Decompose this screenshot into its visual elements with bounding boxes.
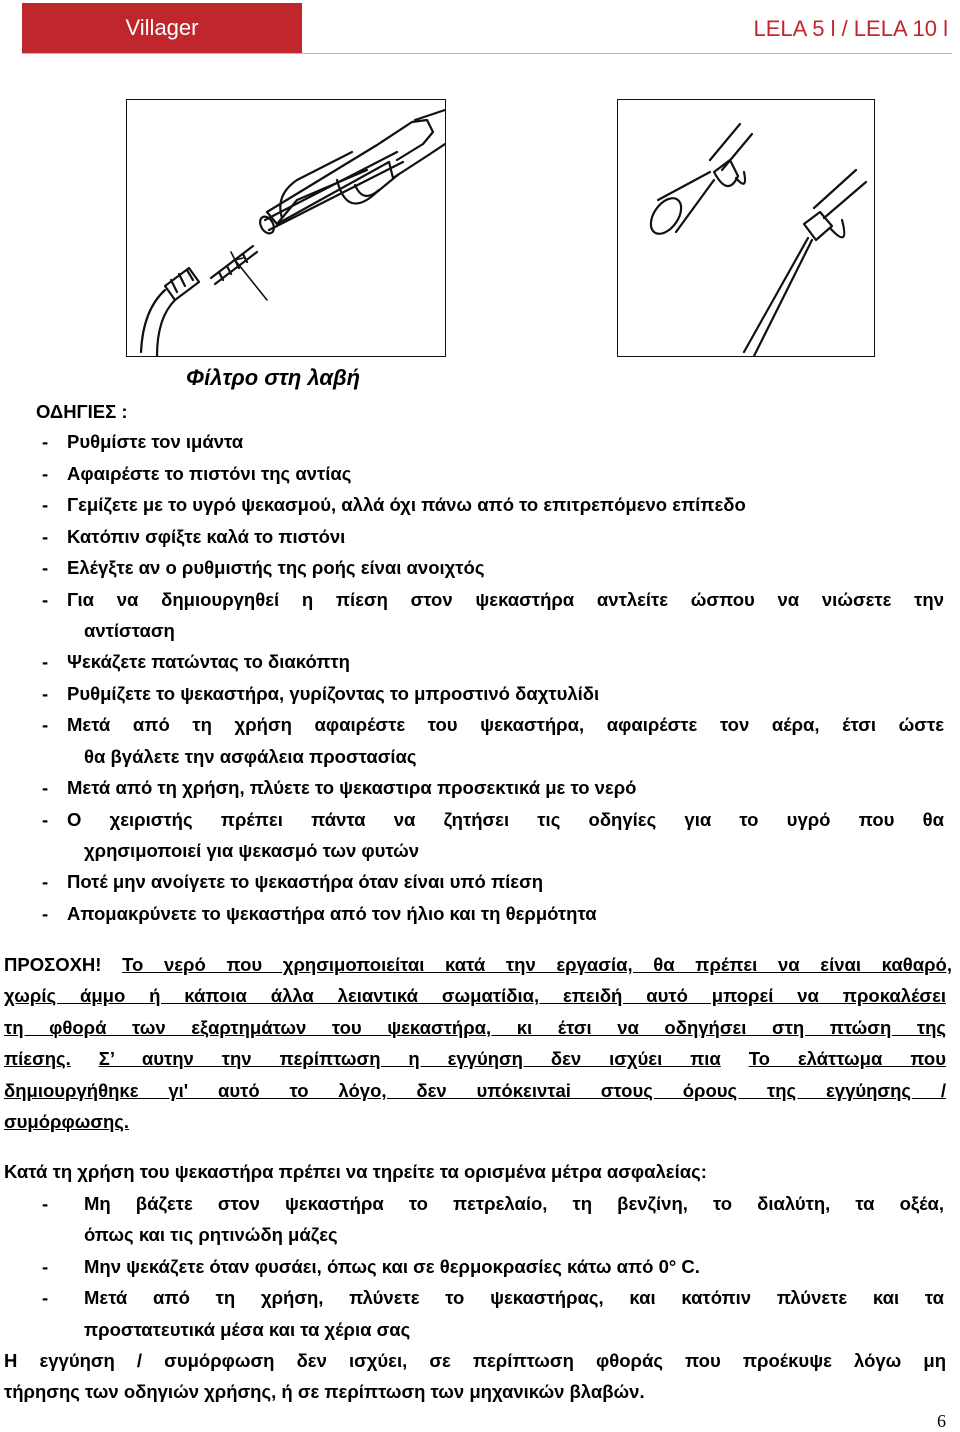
warranty-note-line: Η εγγύηση / συμόρφωση δεν ισχύει, σε περίπτωση φθοράς που προέκυψε λόγω μη bbox=[4, 1350, 946, 1371]
list-bullet: - bbox=[42, 589, 49, 610]
list-item: Μη βάζετε στον ψεκαστήρα το πετρελαίο, τη βενζίνη, το διαλύτη, τα οξέα, bbox=[84, 1193, 944, 1214]
brand-name: Villager bbox=[125, 15, 199, 40]
list-bullet: - bbox=[42, 777, 49, 798]
list-bullet: - bbox=[42, 1193, 49, 1214]
list-item: Μην ψεκάζετε όταν φυσάει, όπως και σε θερμοκρασίες κάτω από 0° C. bbox=[84, 1256, 700, 1277]
list-item: Μετά από τη χρήση αφαιρέστε του ψεκαστήρα, αφαιρέστε τον αέρα, έτσι ώστε bbox=[67, 714, 944, 735]
list-item: Ελέγξτε αν ο ρυθμιστής της ροής είναι ανοιχτός bbox=[67, 557, 485, 578]
list-bullet: - bbox=[42, 463, 49, 484]
list-item: Ποτέ μην ανοίγετε το ψεκαστήρα όταν είναι υπό πίεση bbox=[67, 871, 544, 892]
warning-line: τη φθορά των εξαρτημάτων του ψεκαστήρα, κι έτσι να οδηγήσει στη πτώση της bbox=[4, 1017, 946, 1038]
list-bullet: - bbox=[42, 871, 49, 892]
list-item-continuation: χρησιμοποιεί για ψεκασμό των φυτών bbox=[84, 840, 420, 861]
list-item-continuation: προστατευτικά μέσα και τα χέρια σας bbox=[84, 1319, 411, 1340]
list-item: Κατόπιν σφίξτε καλά το πιστόνι bbox=[67, 526, 346, 547]
list-bullet: - bbox=[42, 1256, 49, 1277]
list-item: Γεμίζετε με το υγρό ψεκασμού, αλλά όχι πάνω από το επιτρεπόμενο επίπεδο bbox=[67, 494, 746, 515]
list-bullet: - bbox=[42, 494, 49, 515]
list-item: Ρυθμίζετε το ψεκαστήρα, γυρίζοντας το μπροστινό δαχτυλίδι bbox=[67, 683, 600, 704]
list-item: Ρυθμίστε τον ιμάντα bbox=[67, 431, 244, 452]
warning-label: ΠΡΟΣΟΧΗ! bbox=[4, 954, 102, 975]
list-bullet: - bbox=[42, 809, 49, 830]
instructions-heading: ΟΔΗΓΙΕΣ : bbox=[36, 401, 128, 422]
list-item: Ψεκάζετε πατώντας το διακόπτη bbox=[67, 651, 350, 672]
list-item: Μετά από τη χρήση, πλύνετε το ψεκαστήρας, και κατόπιν πλύνετε και τα bbox=[84, 1287, 944, 1308]
list-item: Αφαιρέστε το πιστόνι της αντίας bbox=[67, 463, 352, 484]
warning-line: χωρίς άμμο ή κάποια άλλα λειαντικά σωματίδια, επειδή αυτό μπορεί να προκαλέσει bbox=[4, 985, 946, 1006]
warning-line: ΠΡΟΣΟΧΗ! Το νερό που χρησιμοποιείται κατά την εργασία, θα πρέπει να είναι καθαρό, bbox=[4, 954, 952, 975]
list-item: Μετά από τη χρήση, πλύετε το ψεκαστιρα προσεκτικά με το νερό bbox=[67, 777, 637, 798]
list-bullet: - bbox=[42, 557, 49, 578]
brand-logo bbox=[22, 3, 302, 53]
page-number: 6 bbox=[937, 1411, 946, 1431]
warning-line: πίεσης. Σ’ αυτην την περίπτωση η εγγύηση δεν ισχύει πια Το ελάττωμα που bbox=[4, 1048, 946, 1069]
list-bullet: - bbox=[42, 651, 49, 672]
list-bullet: - bbox=[42, 1287, 49, 1308]
warning-line: δημιουργήθηκε γι' αυτό το λόγο, δεν υπόκειντai στους όρους της εγγύησης / bbox=[4, 1080, 946, 1101]
warning-line: συμόρφωσης. bbox=[4, 1111, 130, 1132]
list-item-continuation: θα βγάλετε την ασφάλεια προστασίας bbox=[84, 746, 417, 767]
list-item: Για να δημιουργηθεί η πίεση στον ψεκαστήρα αντλείτε ώσπου να νιώσετε την bbox=[67, 589, 944, 610]
list-bullet: - bbox=[42, 431, 49, 452]
list-bullet: - bbox=[42, 714, 49, 735]
handle-filter-illustration bbox=[126, 99, 446, 357]
list-item-continuation: όπως και τις ρητινώδη μάζες bbox=[84, 1224, 338, 1245]
model-title: LELA 5 l / LELA 10 l bbox=[753, 16, 948, 41]
list-bullet: - bbox=[42, 903, 49, 924]
list-bullet: - bbox=[42, 683, 49, 704]
figure-caption: Φίλτρο στη λαβή bbox=[186, 365, 361, 390]
safety-intro: Κατά τη χρήση του ψεκαστήρα πρέπει να τηρείτε τα ορισμένα μέτρα ασφαλείας: bbox=[4, 1161, 707, 1182]
list-item-continuation: αντίσταση bbox=[84, 620, 175, 641]
header-divider bbox=[22, 53, 952, 54]
nozzle-adjustment-illustration bbox=[617, 99, 875, 357]
list-item: Ο χειριστής πρέπει πάντα να ζητήσει τις οδηγίες για το υγρό που θα bbox=[67, 809, 944, 830]
list-item: Απομακρύνετε το ψεκαστήρα από τον ήλιο και τη θερμότητα bbox=[67, 903, 597, 924]
list-bullet: - bbox=[42, 526, 49, 547]
warranty-note-line: τήρησης των οδηγιών χρήσης, ή σε περίπτωση των μηχανικών βλαβών. bbox=[4, 1381, 645, 1402]
